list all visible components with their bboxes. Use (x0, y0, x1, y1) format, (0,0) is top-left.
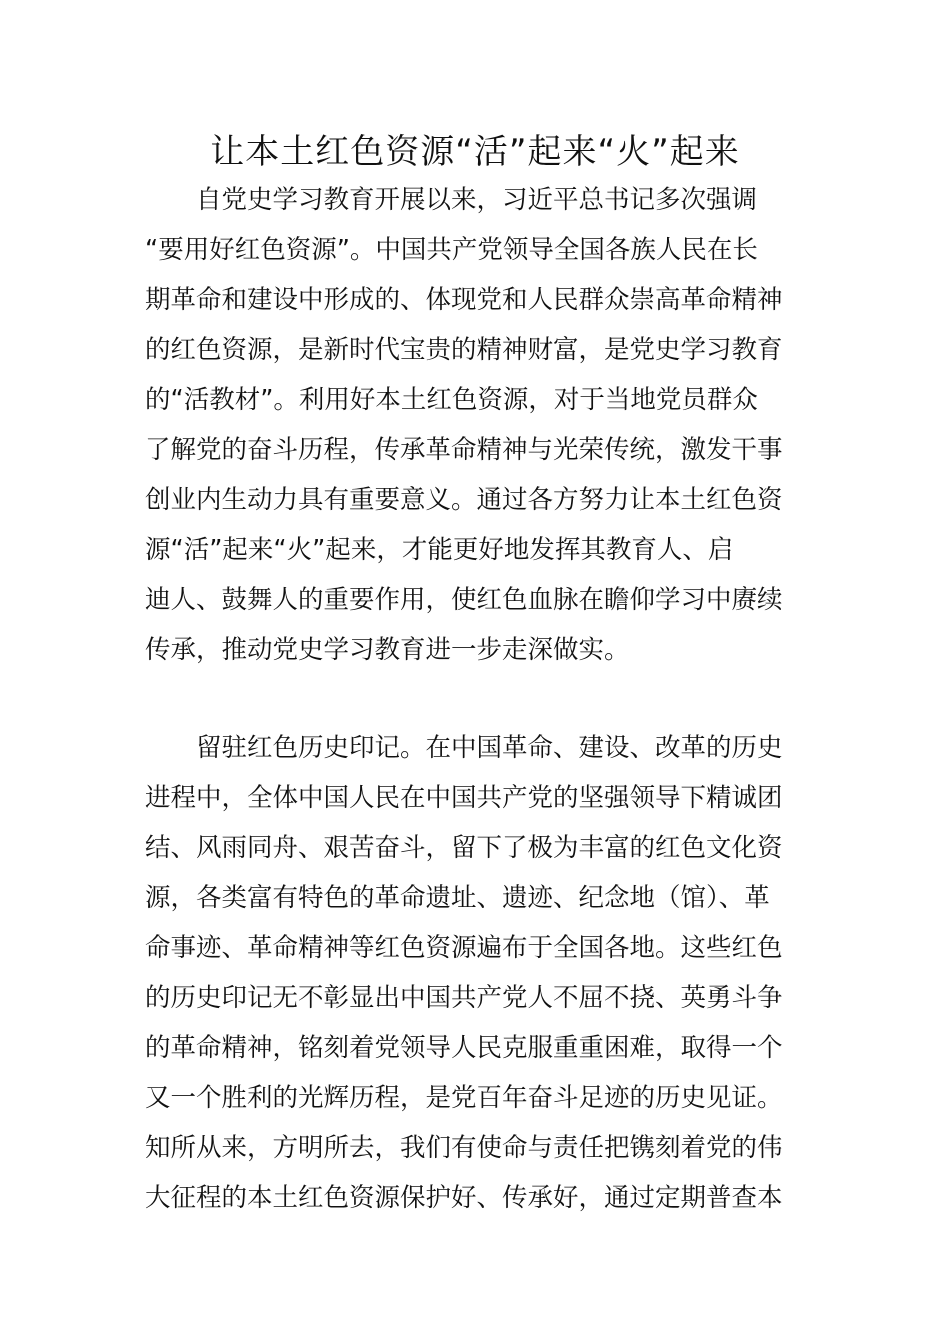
paragraph-1-line: 创业内生动力具有重要意义。通过各方努力让本土红色资 (145, 485, 783, 515)
paragraph-2-line: 进程中，全体中国人民在中国共产党的坚强领导下精诚团 (145, 783, 783, 813)
paragraph-1-line: 的红色资源，是新时代宝贵的精神财富，是党史学习教育 (145, 335, 783, 365)
paragraph-2-line: 源，各类富有特色的革命遗址、遗迹、纪念地（馆）、革 (145, 883, 770, 913)
paragraph-1-line: 迪人、鼓舞人的重要作用，使红色血脉在瞻仰学习中赓续 (145, 585, 783, 615)
paragraph-1-line: 的“活教材”。利用好本土红色资源，对于当地党员群众 (145, 385, 758, 415)
paragraph-1-line: 传承，推动党史学习教育进一步走深做实。 (145, 635, 630, 665)
paragraph-1-line: “要用好红色资源”。中国共产党领导全国各族人民在长 (145, 235, 758, 265)
paragraph-1-line: 源“活”起来“火”起来，才能更好地发挥其教育人、启 (145, 535, 734, 565)
document-title: 让本土红色资源“活”起来“火”起来 (210, 132, 740, 172)
paragraph-1-line: 期革命和建设中形成的、体现党和人民群众崇高革命精神 (145, 285, 783, 315)
paragraph-1-line: 自党史学习教育开展以来，习近平总书记多次强调 (196, 185, 758, 215)
paragraph-2-line: 又一个胜利的光辉历程，是党百年奋斗足迹的历史见证。 (145, 1083, 783, 1113)
paragraph-2-line: 的历史印记无不彰显出中国共产党人不屈不挠、英勇斗争 (145, 983, 783, 1013)
paragraph-2-line: 大征程的本土红色资源保护好、传承好，通过定期普查本 (145, 1183, 783, 1213)
paragraph-2-line: 的革命精神，铭刻着党领导人民克服重重困难，取得一个 (145, 1033, 783, 1063)
paragraph-2-line: 知所从来，方明所去，我们有使命与责任把镌刻着党的伟 (145, 1133, 783, 1163)
paragraph-1-line: 了解党的奋斗历程，传承革命精神与光荣传统，激发干事 (145, 435, 783, 465)
paragraph-2-line: 留驻红色历史印记。在中国革命、建设、改革的历史 (196, 733, 783, 763)
paragraph-2-line: 命事迹、革命精神等红色资源遍布于全国各地。这些红色 (145, 933, 783, 963)
paragraph-2-line: 结、风雨同舟、艰苦奋斗，留下了极为丰富的红色文化资 (145, 833, 783, 863)
